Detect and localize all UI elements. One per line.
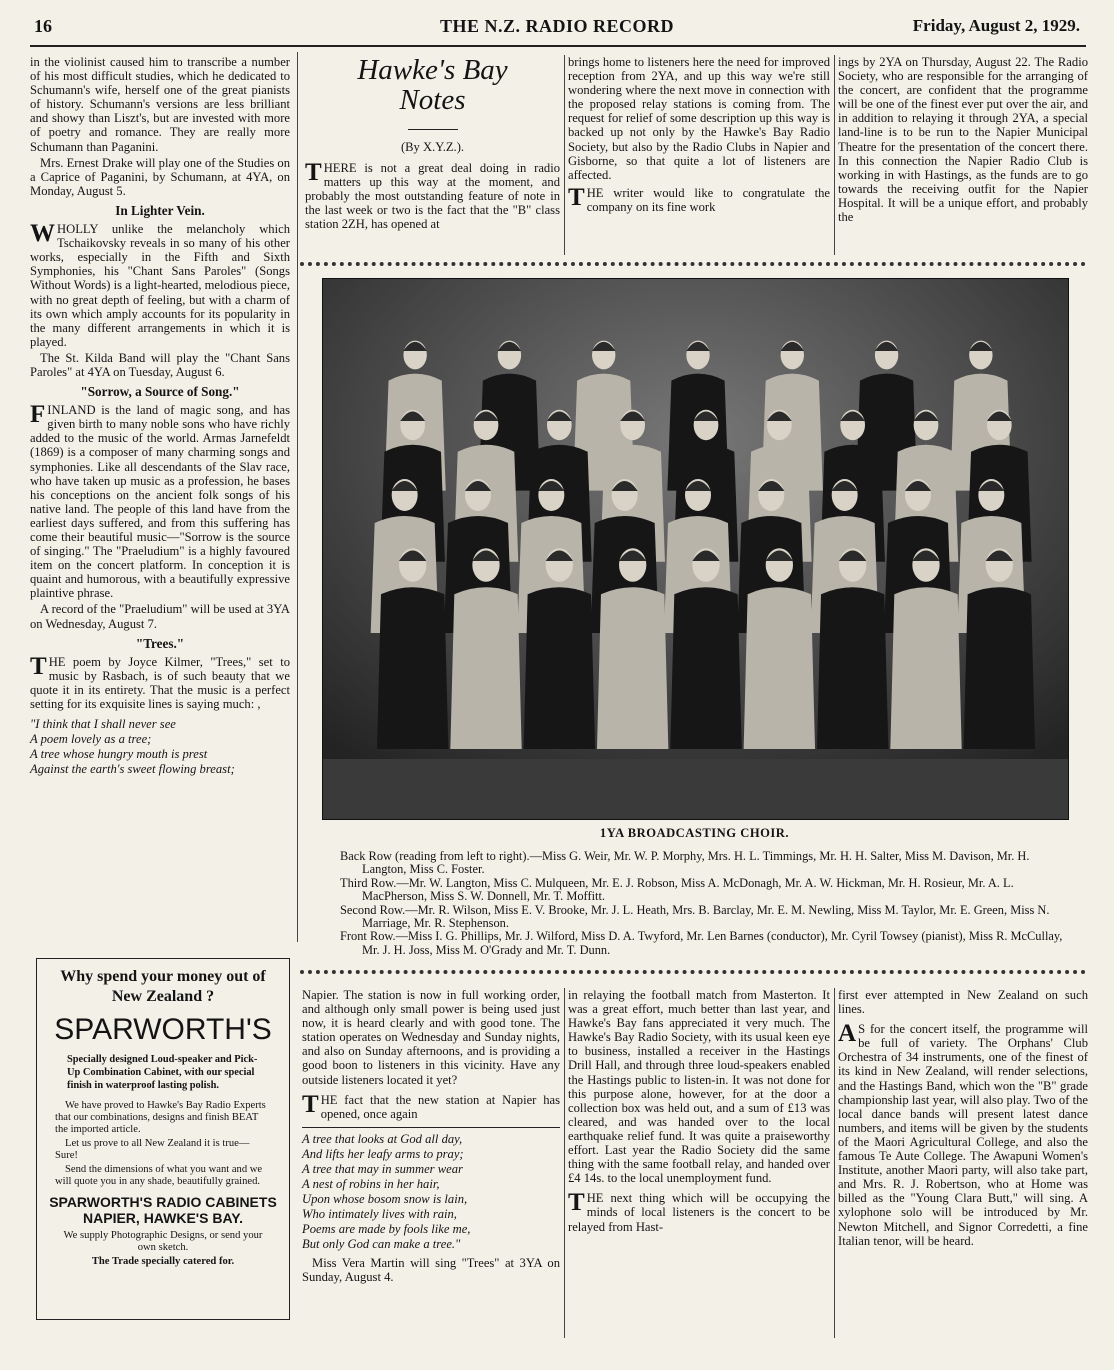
caption-row: Second Row.—Mr. R. Wilson, Miss E. V. Brooke, Mr. J. L. Heath, Mrs. B. Barclay, Mr. E. M. Newling, Miss M. Taylor, Mr. E. Green, Miss N. Marriage, Mr. R. Stephenson. bbox=[340, 902, 1050, 931]
ad-para: Let us prove to all New Zealand it is true—Sure! bbox=[55, 1138, 250, 1161]
ad-note: We supply Photographic Designs, or send your own sketch. bbox=[63, 1230, 263, 1253]
article-para: HE writer would like to congratulate the company on its fine work bbox=[586, 185, 830, 214]
header-rule bbox=[30, 45, 1086, 47]
article-para: Miss Vera Martin will sing "Trees" at 3YA on Sunday, August 4. bbox=[302, 1255, 560, 1284]
decorative-rule bbox=[300, 970, 1086, 974]
article-para: HERE is not a great deal doing in radio matters up this way at the moment, and probably the most outstanding feature of note in the last week or two is the fact that the "B" class station 2ZH, has opened at bbox=[305, 161, 560, 232]
column-rule bbox=[834, 55, 835, 255]
article-para: in relaying the football match from Masterton. It was a great effort, much better than last year, and Hawke's Bay fans appreciated it very much. The Hawke's Bay Radio Society, with its usual keen eye to business, installed a receiver in the Hastings Drill Hall, and through three loud-speakers enabled the Hastings public to listen-in. It was not done for this purpose alone, however, for at the door a collection box was held out, and a sum of £13 was cleared, and was handed over to the local earthquake relief fund. It was quite a praiseworthy effort. Last year the Radio Society did the same thing with the same football relay, and handed over £4 14s. to the local unemployment fund. bbox=[568, 988, 830, 1186]
col1-para: HOLLY unlike the melancholy which Tschaikovsky reveals in so many of his other works, especially in the Fifth and Sixth Symphonies, his "Chant Sans Paroles" (Songs Without Words) is a light-hearted, melodious piece, with no great depth of feeling, but with a charm of its own which amply accounts for its popularity in the many different arrangements in which it is played. bbox=[30, 222, 290, 349]
column-rule bbox=[297, 52, 298, 942]
sparworths-advertisement bbox=[36, 958, 290, 1320]
col1-para: The St. Kilda Band will play the "Chant Sans Paroles" at 4YA on Tuesday, August 6. bbox=[30, 350, 290, 379]
lower-column-three bbox=[568, 988, 830, 1236]
byline: (By X.Y.Z.). bbox=[400, 140, 465, 154]
article-para: S for the concert itself, the programme will be full of variety. The Orphans' Club Orchestra of 34 instruments, one of the finest of its kind in New Zealand, will render selections, and the Hastings Band, which won the "B" grade championship last year, will also play. Two of the local dance bands will present latest dance numbers, and items will be given by the students of the Maori Agricultural College, and also the famous Te Aute College. The Awapuni Women's Institute, another Maori party, will also take part, and Mrs. R. J. Robertson, who at Home was billed as the "Young Clara Butt," will sing. A xylophone solo will be introduced by Mr. Newton Mitchell, and Signor Corredetti, a fine Italian tenor, will be heard. bbox=[838, 1022, 1088, 1248]
poem-line: Poems are made by fools like me, bbox=[302, 1221, 471, 1236]
col1-para: INLAND is the land of magic song, and has given birth to many noble sons who have richly added to the music of the world. Armas Jarnefeldt (1869) is a composer of many charming songs and symphonies. Like all descendants of the Slav race, who have taken up music as a profession, he bases his conceptions on the ancient folk songs of his native land. The people of this land have from the earliest days suffered, and from this suffering has come their beautiful music—"Sorrow is the source of singing." The "Praeludium" is a highly favoured item on the concert platform. In conception it is quaint and humorous, with a beautifully expressive plaintive phrase. bbox=[30, 403, 290, 601]
poem-line: Who intimately lives with rain, bbox=[302, 1206, 457, 1221]
page-number: 16 bbox=[34, 16, 52, 36]
poem-line: A nest of robins in her hair, bbox=[302, 1176, 440, 1191]
drop-cap: A bbox=[838, 1020, 857, 1048]
photo-caption bbox=[340, 850, 1070, 957]
article-title bbox=[305, 55, 560, 115]
ad-location: NAPIER, HAWKE'S BAY. bbox=[83, 1210, 243, 1226]
drop-cap: W bbox=[30, 220, 55, 248]
drop-cap: F bbox=[30, 401, 46, 429]
caption-row: Third Row.—Mr. W. Langton, Miss C. Mulqueen, Mr. E. J. Robson, Miss A. McDonagh, Mr. A. W. Hickman, Mr. H. Rosieur, Mr. A. L. MacPherson, Miss S. W. Donnell, Mr. T. Moffitt. bbox=[340, 875, 1014, 904]
drop-cap: T bbox=[30, 652, 47, 680]
subheading: In Lighter Vein. bbox=[115, 202, 205, 218]
issue-date: Friday, August 2, 1929. bbox=[912, 16, 1080, 35]
poem-line: A tree that may in summer wear bbox=[302, 1161, 463, 1176]
poem-line: Upon whose bosom snow is lain, bbox=[302, 1191, 468, 1206]
poem-line: And lifts her leafy arms to pray; bbox=[302, 1146, 464, 1161]
decorative-rule bbox=[300, 262, 1086, 266]
ad-brand: SPARWORTH'S bbox=[54, 1013, 272, 1046]
caption-row: Front Row.—Miss I. G. Phillips, Mr. J. Wilford, Miss D. A. Twyford, Mr. Len Barnes (conductor), Mr. Cyril Towsey (pianist), Miss R. McCullay, Mr. J. H. Joss, Miss M. O'Grady and Mr. T. Dunn. bbox=[340, 929, 1063, 957]
poem-line: A tree that looks at God all day, bbox=[302, 1131, 463, 1146]
article-para: first ever attempted in New Zealand on such lines. bbox=[838, 988, 1088, 1017]
ad-para: Send the dimensions of what you want and we will quote you in any shade, beautifully grained. bbox=[55, 1164, 263, 1187]
photo-caption-title: 1YA BROADCASTING CHOIR. bbox=[599, 826, 790, 840]
col1-para: A record of the "Praeludium" will be used at 3YA on Wednesday, August 7. bbox=[30, 602, 290, 631]
poem-line: But only God can make a tree." bbox=[302, 1236, 461, 1251]
article-title-line: Notes bbox=[399, 84, 466, 116]
lower-column-two bbox=[302, 988, 560, 1286]
poem-line: A tree whose hungry mouth is prest bbox=[30, 747, 208, 762]
article-head bbox=[305, 55, 560, 233]
col1-para: HE poem by Joyce Kilmer, "Trees," set to music by Rasbach, is of such beauty that we quote it in its entirety. That the music is a perfect setting for its exquisite lines is saying much: , bbox=[30, 654, 290, 712]
article-column-three bbox=[568, 55, 830, 216]
column-one bbox=[30, 55, 290, 777]
subheading: "Trees." bbox=[135, 635, 185, 651]
drop-cap: T bbox=[568, 1189, 585, 1217]
column-rule bbox=[834, 988, 835, 1338]
column-rule bbox=[564, 55, 565, 255]
poem-line: Against the earth's sweet flowing breast; bbox=[30, 762, 235, 777]
choir-photo-illustration bbox=[323, 279, 1068, 819]
ad-body bbox=[55, 1100, 271, 1188]
article-para: HE fact that the new station at Napier has opened, once again bbox=[320, 1092, 560, 1121]
article-column-four bbox=[838, 55, 1088, 226]
ad-description: Specially designed Loud-speaker and Pick-Up Combination Cabinet, with our special finish in waterproof lasting polish. bbox=[67, 1054, 258, 1091]
poem-line: "I think that I shall never see bbox=[30, 717, 176, 732]
drop-cap: T bbox=[305, 159, 322, 186]
drop-cap: T bbox=[568, 183, 585, 211]
poem-line: A poem lovely as a tree; bbox=[30, 732, 152, 747]
ad-trade-note: The Trade specially catered for. bbox=[91, 1256, 235, 1267]
article-para: Napier. The station is now in full working order, and although only small power is being used just now, it is heard clearly and with good tone. The station operates on Wednesday and Sunday nights, and also on Sunday afternoons, and is providing a good boon to listeners in this vicinity. Have any outside listeners located it yet? bbox=[302, 988, 560, 1087]
ad-headline: Why spend your money out of New Zealand ? bbox=[60, 968, 266, 1005]
col1-para: Mrs. Ernest Drake will play one of the Studies on a Caprice of Paganini, by Schumann, at 4YA, on Monday, August 5. bbox=[30, 155, 290, 198]
article-para: HE next thing which will be occupying the minds of local listeners is the concert to be relayed from Hast- bbox=[568, 1191, 830, 1234]
poem-stanza bbox=[30, 717, 290, 777]
subheading: "Sorrow, a Source of Song." bbox=[80, 384, 240, 400]
col1-para: in the violinist caused him to transcribe a number of his most difficult studies, which he dedicated to Schumann's wife, herself one of the great pianists of history. Schumann's versions are less brilliant and showy than Liszt's, but are invested with more of poetry and romance. They are really more Schumann than Paganini. bbox=[30, 55, 290, 154]
poem-rule bbox=[302, 1127, 560, 1128]
drop-cap: T bbox=[302, 1090, 319, 1118]
poem-stanza bbox=[302, 1132, 560, 1252]
column-rule bbox=[564, 988, 565, 1338]
title-rule bbox=[408, 129, 458, 130]
publication-title: THE N.Z. RADIO RECORD bbox=[439, 16, 675, 36]
lower-column-four bbox=[838, 988, 1088, 1250]
article-para: brings home to listeners here the need for improved reception from 2YA, and up this way we're still wondering where the next move in connection with the proposed relay stations is coming from. The request for relief of some description up this way is backed up not only by the Hawke's Bay Radio Society, but also by the Radio Clubs in Napier and Gisborne, so that quite a lot of listeners are affected. bbox=[568, 55, 830, 182]
article-para: ings by 2YA on Thursday, August 22. The Radio Society, who are responsible for the arranging of the concert, are confident that the programme will be one of the finest ever put over the air, and in addition to relaying it through 2YA, a special land-line is to be run to the Napier Municipal Theatre for the presentation of the concert there. In this connection the Napier Radio Club is working in with Hastings, as the funds are to go towards the receiving outfit for the Napier Hospital. It will be a unique effort, and probably the bbox=[838, 55, 1088, 225]
choir-photograph bbox=[322, 278, 1069, 820]
ad-company: SPARWORTH'S RADIO CABINETS bbox=[49, 1194, 277, 1210]
article-title-line: Hawke's Bay bbox=[357, 54, 508, 86]
caption-row: Back Row (reading from left to right).—Miss G. Weir, Mr. W. P. Morphy, Mrs. H. L. Timmings, Mr. H. H. Salter, Miss M. Davison, Mr. H. Langton, Miss C. Foster. bbox=[340, 849, 1030, 877]
ad-para: We have proved to Hawke's Bay Radio Experts that our combinations, designs and finish BEAT the imported article. bbox=[55, 1100, 266, 1135]
